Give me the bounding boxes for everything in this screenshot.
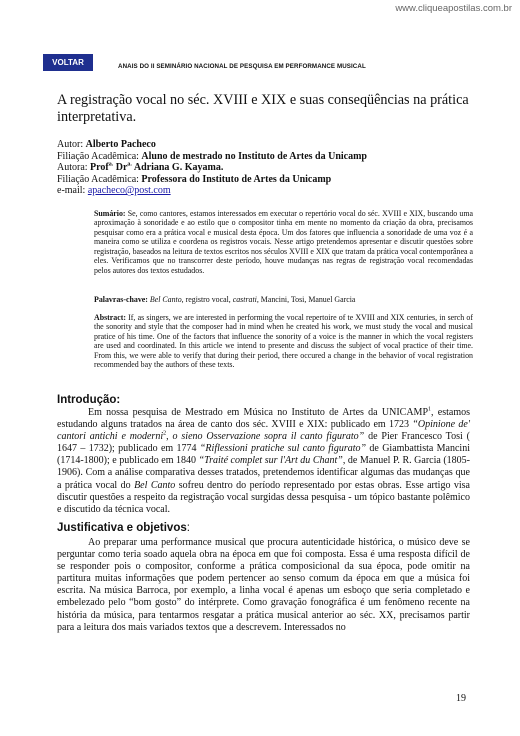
autora-label: Autora: bbox=[57, 162, 91, 174]
autora-title-dr: Dr bbox=[113, 162, 128, 174]
author-line bbox=[57, 139, 487, 151]
autora-sup-1: a. bbox=[108, 161, 114, 168]
intro-bel-canto: Bel Canto bbox=[134, 479, 176, 491]
intro-title-garcia: “Traité complet sur l'Art du Chant” bbox=[198, 455, 343, 467]
abstract-label: Abstract: bbox=[94, 313, 126, 322]
author-line-2 bbox=[57, 162, 487, 174]
keywords-text-2: , Mancini, Tosi, Manuel Garcia bbox=[256, 295, 356, 304]
intro-title-tosi: “Opinione de' cantori antichi e moderni bbox=[57, 419, 470, 443]
abstract-text: If, as singers, we are interested in performing the vocal repertoire of te XVIII and XIX centuries, in serch of the sonority and style that the composer had in mind when he created his work, we must study the vocal and musical pratice of his time. One of the factors that influence the sonority of a voice is the manner in which the vocal registers are used and coordinated. In this article we intend to presente and discuss the subject of vocal practice of their time. From this, we were able to verify that during their period, there occured a change in the behavior of vocal registration recommended bay the authors of these texts. bbox=[94, 313, 473, 370]
intro-text-1: Em nossa pesquisa de Mestrado em Música no Instituto de Artes da UNICAMP bbox=[88, 407, 429, 418]
running-header: ANAIS DO II SEMINÁRIO NACIONAL DE PESQUISA EM PERFORMANCE MUSICAL bbox=[118, 63, 366, 70]
autora-sup-2: a. bbox=[127, 161, 132, 168]
filiacao-value-2: Professora do Instituto de Artes da Unicamp bbox=[141, 173, 332, 185]
justificativa-heading bbox=[57, 522, 190, 534]
paper-title: A registração vocal no séc. XVIII e XIX e suas conseqüências na prática interpretativa. bbox=[57, 92, 469, 125]
affiliation-line-1 bbox=[57, 151, 487, 163]
intro-text-3: de Pier Francesco Tosi ( 1647 – 1732); publicado em 1774 bbox=[57, 431, 470, 455]
footnote-ref-2[interactable]: 2 bbox=[163, 430, 167, 437]
justificativa-paragraph: Ao preparar uma performance musical que procura autenticidade histórica, o músico deve se perguntar como teria soado aquela obra na época em que foi composta. Essa é uma resposta difícil de se responder pois o compositor, conforme a prática composicional da sua época, pode omitir na partitura muitas informações que podem pertencer ao senso comum da época em que a música foi escrita. Na música Barroca, por exemplo, a linha vocal é apenas um esboço que seria completado e embelezado pelo “bom gosto” do intérprete. Como gravação fonográfica é um fenômeno recente na história da música, para tentarmos resgatar a prática musical anterior ao séc. XX, precisamos partir para a leitura dos mais variados textos que a descrevem. Interessados no bbox=[57, 537, 470, 633]
keywords-label: Palavras-chave: bbox=[94, 295, 148, 304]
author-block bbox=[57, 139, 487, 197]
intro-text-4: de Giambattista Mancini (1714-1800); e publicado em 1840 bbox=[57, 443, 470, 467]
sumario-text: Se, como cantores, estamos interessados em executar o repertório vocal do séc. XVIII e XIX, buscando uma aproximação à sonoridade e ao estilo que o compositor tinha em mente no momento da criação da obra, precisamos pesquisar como era a prática vocal e musical desta época. Um dos fatores que influencia a sonoridade de uma voz é a maneira como se utiliza e coordena os registros vocais. Nesse artigo pretendemos apresentar e discutir questões sobre registração, baseados na leitura de textos escritos nos séculos XVIII e XIX que tratam da prática vocal contemporânea a eles. Verificamos que no transcorrer deste período, houve mudanças nas regras de registração vocal recomendadas pelos autores dos textos estudados. bbox=[94, 209, 473, 275]
justificativa-heading-text: Justificativa e objetivos bbox=[57, 522, 187, 534]
email-link[interactable]: apacheco@post.com bbox=[87, 185, 171, 197]
intro-text-2: , estamos estudando alguns tratados na área de canto dos séc. XVIII e XIX: publicado em 1723 bbox=[57, 407, 470, 431]
abstract-paragraph bbox=[94, 313, 473, 370]
autor-name: Alberto Pacheco bbox=[85, 139, 156, 150]
sumario-paragraph bbox=[94, 209, 473, 275]
email-line bbox=[57, 185, 487, 197]
affiliation-line-2 bbox=[57, 174, 487, 186]
intro-text-6: sofreu dentro do período representado por estas obras. Esse artigo visa discutir questões a respeito da registração vocal surgidas dessa pesquisa - um tópico bastante polêmico e discutido da técnica vocal. bbox=[57, 479, 470, 515]
keywords-castrati: castrati bbox=[232, 295, 257, 304]
intro-title-tosi-2: , o sieno Osservazione sopra il canto figurato” bbox=[166, 431, 365, 443]
autor-label: Autor: bbox=[57, 139, 86, 150]
sumario-label: Sumário: bbox=[94, 209, 126, 218]
intro-heading: Introdução: bbox=[57, 394, 121, 406]
watermark-url: www.cliqueapostilas.com.br bbox=[395, 3, 512, 14]
keywords-bel-canto: Bel Canto bbox=[149, 295, 182, 304]
autora-name: Adriana G. Kayama. bbox=[131, 162, 224, 174]
keywords-paragraph bbox=[94, 295, 473, 304]
justificativa-body bbox=[57, 537, 470, 634]
footnote-ref-1[interactable]: 1 bbox=[428, 406, 432, 413]
filiacao-label-1: Filiação Acadêmica: bbox=[57, 150, 142, 162]
filiacao-value-1: Aluno de mestrado no Instituto de Artes da Unicamp bbox=[141, 150, 367, 162]
voltar-button[interactable]: VOLTAR bbox=[43, 54, 93, 71]
email-label: e-mail: bbox=[57, 185, 88, 197]
filiacao-label-2: Filiação Acadêmica: bbox=[57, 173, 142, 185]
autora-title-prof: Prof bbox=[90, 162, 109, 174]
intro-paragraph bbox=[57, 407, 470, 516]
intro-title-mancini: “Riflessioni pratiche sul canto figurato” bbox=[199, 443, 367, 455]
intro-body bbox=[57, 407, 470, 516]
justificativa-colon: : bbox=[186, 522, 190, 534]
page-number: 19 bbox=[456, 693, 466, 704]
intro-text-5: , de Manuel P. R. Garcia (1805-1906). Com a análise comparativa desses tratados, pretendemos identificar algumas das mudanças que a prática vocal do bbox=[57, 455, 471, 491]
keywords-text-1: , registro vocal, bbox=[181, 295, 233, 304]
